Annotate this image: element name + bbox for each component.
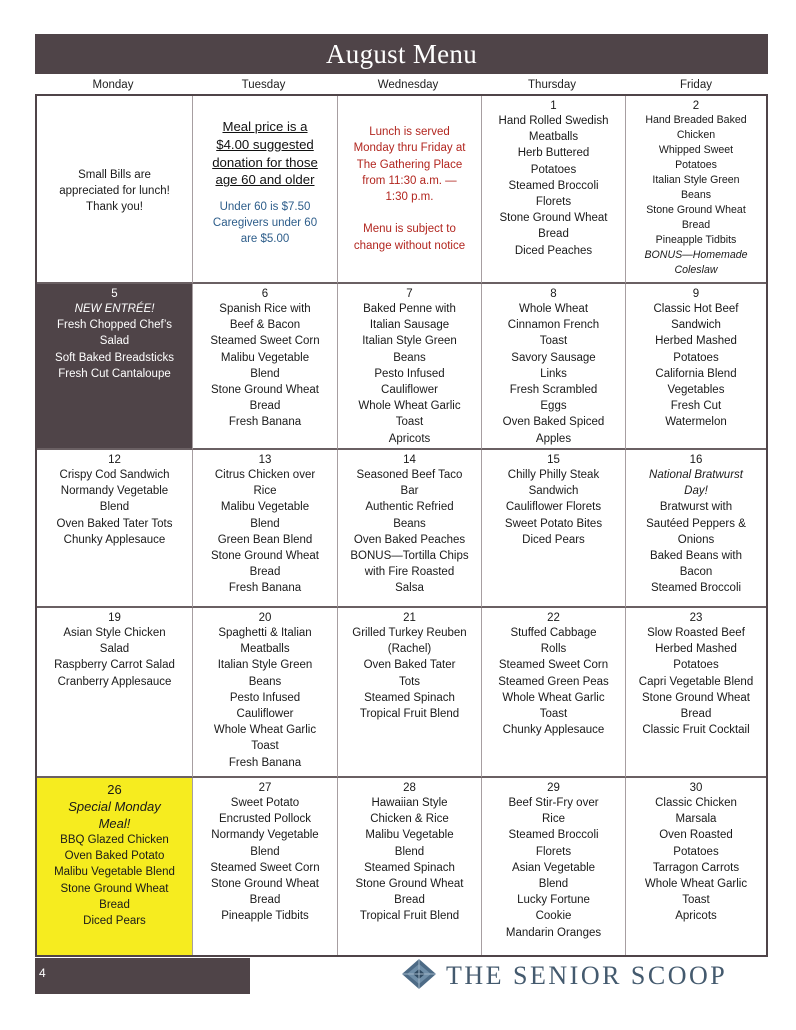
menu-line: Fresh Banana <box>228 756 302 769</box>
menu-line: Diced Pears <box>83 915 146 928</box>
menu-line: Malibu Vegetable <box>365 829 454 842</box>
menu-line: Citrus Chicken over <box>214 469 316 481</box>
date-number: 21 <box>403 612 416 624</box>
menu-line: Florets <box>535 845 572 858</box>
menu-line: Diced Peaches <box>514 244 593 257</box>
date-number: 7 <box>406 288 413 300</box>
day-cell-6 <box>193 284 338 450</box>
bonus-item <box>628 248 764 278</box>
day-cell-13 <box>193 450 338 608</box>
lunch-info-cell <box>338 96 482 284</box>
menu-calendar-grid <box>35 94 768 957</box>
menu-items <box>195 301 335 431</box>
menu-items <box>628 795 764 925</box>
menu-line: Hand Breaded Baked <box>645 114 747 126</box>
day-cell-29 <box>482 778 626 955</box>
menu-line: Apricots <box>388 432 431 445</box>
menu-line: Baked Penne with <box>363 303 456 315</box>
menu-line: Blend <box>250 367 280 380</box>
menu-line: appreciated for lunch! <box>59 184 170 197</box>
menu-line: National Bratwurst <box>649 469 743 481</box>
date-number: 28 <box>403 782 416 794</box>
menu-line: Grilled Turkey Reuben <box>352 627 467 639</box>
menu-items <box>39 467 190 548</box>
menu-line: Slow Roasted Beef <box>647 627 745 639</box>
menu-line: Rice <box>541 813 565 826</box>
menu-items <box>484 301 623 447</box>
menu-line: Stone Ground Wheat <box>646 204 746 216</box>
brand-name: THE SENIOR SCOOP <box>446 961 728 990</box>
menu-line: Cauliflower Florets <box>505 501 602 514</box>
menu-line: Malibu Vegetable <box>220 501 310 514</box>
menu-line: Stone Ground Wheat <box>210 384 320 397</box>
menu-line: Pesto Infused <box>229 691 301 704</box>
menu-line: Whipped Sweet <box>658 144 734 156</box>
menu-line: Links <box>540 367 567 380</box>
menu-line: Menu is subject to <box>363 223 456 236</box>
menu-line: Spaghetti & Italian <box>218 627 312 639</box>
menu-line: Meatballs <box>240 643 290 656</box>
menu-line: Chunky Applesauce <box>502 724 605 737</box>
menu-line: Chicken <box>676 129 716 141</box>
menu-line: Oven Baked Peaches <box>353 533 466 546</box>
menu-line: BBQ Glazed Chicken <box>60 834 169 846</box>
menu-line: Steamed Spinach <box>364 691 455 704</box>
menu-line: Encrusted Pollock <box>218 813 312 826</box>
menu-line: Salsa <box>395 582 424 595</box>
menu-line: Florets <box>535 196 572 209</box>
day-cell-7 <box>338 284 482 450</box>
menu-line: Beans <box>393 517 426 530</box>
menu-line: Toast <box>539 335 568 348</box>
day-cell-20 <box>193 608 338 778</box>
menu-line: Whole Wheat Garlic <box>358 400 461 413</box>
menu-line: Fresh Banana <box>228 416 302 429</box>
menu-line: donation for those <box>212 154 318 170</box>
menu-line: Potatoes <box>675 159 717 171</box>
menu-line: Green Bean Blend <box>217 533 313 546</box>
date-number: 9 <box>692 288 700 300</box>
menu-line: Monday thru Friday at <box>353 142 466 155</box>
menu-line: Steamed Sweet Corn <box>210 335 320 348</box>
menu-line: Lunch is served <box>369 126 450 138</box>
menu-items <box>628 113 764 248</box>
menu-items <box>340 301 479 447</box>
menu-line: Meal! <box>98 816 131 831</box>
menu-line: Normandy Vegetable <box>211 829 319 842</box>
menu-items <box>39 317 190 382</box>
menu-line: Bread <box>394 894 425 907</box>
menu-line: Tropical Fruit Blend <box>359 910 460 923</box>
menu-line: Steamed Broccoli <box>508 179 599 192</box>
menu-line: Pineapple Tidbits <box>655 234 737 246</box>
menu-line: Rolls <box>540 643 567 656</box>
date-number: 13 <box>258 454 272 466</box>
menu-line: Steamed Spinach <box>364 861 455 874</box>
menu-line: Whole Wheat Garlic <box>502 691 605 704</box>
menu-line: Baked Beans with <box>649 550 743 563</box>
page-number: 4 <box>35 958 250 994</box>
day-cell-14 <box>338 450 482 608</box>
menu-line: with Fire Roasted <box>364 566 455 579</box>
date-number: 30 <box>689 782 703 794</box>
menu-line: Bread <box>249 894 281 907</box>
menu-items <box>484 625 623 738</box>
menu-line: Small Bills are <box>78 168 151 181</box>
day-cell-19 <box>37 608 193 778</box>
menu-line: Blend <box>99 501 130 514</box>
date-number: 27 <box>258 782 272 794</box>
menu-line: Hawaiian Style <box>371 797 448 809</box>
menu-line: Blend <box>250 845 280 858</box>
menu-line: Meal price is a <box>222 119 308 134</box>
menu-line: Herb Buttered <box>517 147 590 160</box>
menu-line: Bread <box>681 219 711 231</box>
menu-line: Stuffed Cabbage <box>510 627 597 639</box>
menu-line: Beans <box>248 675 282 688</box>
menu-line: Fresh Cut Cantaloupe <box>58 367 171 380</box>
menu-line: Sandwich <box>671 319 721 332</box>
menu-items <box>484 795 623 941</box>
day-header-friday: Friday <box>680 79 712 91</box>
date-number: 23 <box>689 612 703 624</box>
menu-line: Seasoned Beef Taco <box>356 469 463 481</box>
day-header-tuesday: Tuesday <box>241 79 286 91</box>
special-meal-label <box>39 798 190 832</box>
menu-line: Beef Stir-Fry over <box>508 797 599 809</box>
day-cell-27 <box>193 778 338 955</box>
menu-line: Bar <box>400 485 419 498</box>
menu-line: Stone Ground Wheat <box>60 882 169 895</box>
menu-line: Bread <box>249 566 281 579</box>
menu-line: Fresh Chopped Chef’s <box>56 319 173 332</box>
day-cell-12 <box>37 450 193 608</box>
menu-line: change without notice <box>353 239 466 252</box>
menu-line: (Rachel) <box>387 643 432 656</box>
menu-line: are $5.00 <box>240 233 290 246</box>
menu-line: Classic Fruit Cocktail <box>642 724 750 737</box>
menu-line: age 60 and older <box>215 172 315 188</box>
menu-line: Lucky Fortune <box>517 894 590 907</box>
day-cell-26 <box>37 778 193 955</box>
menu-line: Steamed Green Peas <box>498 675 609 688</box>
menu-line: Salad <box>99 335 130 348</box>
menu-line: Stone Ground Wheat <box>641 691 751 704</box>
menu-line: Eggs <box>540 400 567 413</box>
meal-price-cell <box>193 96 338 284</box>
date-number: 1 <box>550 100 557 112</box>
menu-items <box>484 113 623 259</box>
date-number: 29 <box>547 782 560 794</box>
menu-line: Toast <box>682 894 710 907</box>
date-number: 22 <box>547 612 560 624</box>
menu-line: Malibu Vegetable <box>220 351 310 364</box>
menu-line: Oven Baked Potato <box>64 850 165 863</box>
day-cell-21 <box>338 608 482 778</box>
menu-line: Asian Style Chicken <box>63 627 166 639</box>
menu-line: Italian Style Green <box>217 659 313 672</box>
menu-line: Steamed Sweet Corn <box>498 659 609 672</box>
menu-line: Apricots <box>675 910 717 923</box>
menu-items <box>340 795 479 925</box>
day-cell-8 <box>482 284 626 450</box>
menu-line: Capri Vegetable Blend <box>638 675 754 688</box>
day-cell-23 <box>626 608 766 778</box>
menu-line: Fresh Cut <box>670 400 722 413</box>
day-cell-2 <box>626 96 766 284</box>
day-cell-22 <box>482 608 626 778</box>
menu-line: Spanish Rice with <box>219 303 311 315</box>
menu-line: Chilly Philly Steak <box>507 469 600 481</box>
menu-line: from 11:30 a.m. — <box>362 174 457 187</box>
menu-line: Chicken & Rice <box>370 813 449 826</box>
cell-lines <box>39 167 190 216</box>
menu-line: 1:30 p.m. <box>385 191 434 204</box>
date-number: 2 <box>692 100 700 112</box>
menu-line: Under 60 is $7.50 <box>219 201 311 214</box>
menu-line: Tropical Fruit Blend <box>359 708 460 721</box>
menu-line: Day! <box>684 485 708 498</box>
menu-line: Toast <box>251 740 279 753</box>
menu-line: Steamed Sweet Corn <box>210 861 320 874</box>
menu-line: Hand Rolled Swedish <box>498 115 609 127</box>
day-header-thursday: Thursday <box>528 79 576 91</box>
menu-items <box>195 795 335 925</box>
page-title: August Menu <box>35 34 768 74</box>
menu-line: Chunky Applesauce <box>63 533 166 546</box>
menu-line: BONUS—Tortilla Chips <box>350 550 469 563</box>
menu-line: Sautéed Peppers & <box>646 517 746 530</box>
menu-line: Whole Wheat <box>518 303 589 315</box>
lunch-hours-note <box>340 124 479 205</box>
menu-line: Marsala <box>675 813 717 826</box>
menu-line: Stone Ground Wheat <box>499 212 608 225</box>
menu-line: Bread <box>249 400 281 413</box>
menu-line: Malibu Vegetable Blend <box>54 866 175 879</box>
menu-line: Authentic Refried <box>365 501 454 514</box>
menu-line: Bratwurst with <box>659 501 733 514</box>
menu-line: Stone Ground Wheat <box>210 550 320 563</box>
date-number: 6 <box>261 288 269 300</box>
menu-line: Sandwich <box>528 485 579 498</box>
menu-line: Potatoes <box>673 845 719 858</box>
menu-line: Blend <box>394 845 425 858</box>
menu-line: Oven Baked Spiced <box>502 416 605 429</box>
menu-line: Sweet Potato <box>230 797 300 809</box>
menu-items <box>628 301 764 431</box>
menu-line: Meatballs <box>528 131 579 144</box>
menu-line: Bread <box>680 708 712 721</box>
menu-items <box>628 625 764 738</box>
menu-line: Italian Sausage <box>369 319 450 332</box>
menu-items <box>39 832 190 929</box>
date-number: 26 <box>107 782 122 797</box>
menu-items <box>340 467 479 597</box>
day-header-wednesday: Wednesday <box>377 79 439 91</box>
date-number: 19 <box>108 612 121 624</box>
menu-items <box>39 625 190 690</box>
date-number: 12 <box>108 454 121 466</box>
menu-line: Stone Ground Wheat <box>355 878 464 891</box>
note-cell <box>37 96 193 284</box>
menu-line: Special Monday <box>68 799 161 814</box>
menu-items <box>484 467 623 548</box>
day-cell-5 <box>37 284 193 450</box>
menu-line: Pineapple Tidbits <box>221 910 309 923</box>
menu-line: Coleslaw <box>674 264 718 276</box>
menu-line: BONUS—Homemade <box>644 249 748 261</box>
menu-line: Cookie <box>535 910 572 923</box>
menu-line: Bread <box>538 228 569 241</box>
menu-line: Watermelon <box>665 416 727 429</box>
menu-items <box>628 499 764 596</box>
date-number: 5 <box>111 288 118 300</box>
date-number: 20 <box>258 612 272 624</box>
menu-line: Steamed Broccoli <box>650 582 742 595</box>
menu-line: Whole Wheat Garlic <box>213 724 317 737</box>
menu-line: Fresh Banana <box>228 582 302 595</box>
menu-line: Rice <box>253 485 277 498</box>
day-cell-30 <box>626 778 766 955</box>
menu-line: Classic Hot Beef <box>653 303 739 315</box>
brand-logo <box>400 960 727 992</box>
menu-line: Toast <box>539 708 568 721</box>
menu-line: Sweet Potato Bites <box>504 517 603 530</box>
date-number: 15 <box>547 454 560 466</box>
menu-line: Blend <box>538 878 569 891</box>
menu-line: Beans <box>680 189 712 201</box>
menu-line: Italian Style Green <box>652 174 740 186</box>
menu-line: Onions <box>677 533 715 546</box>
menu-line: Classic Chicken <box>655 797 737 809</box>
diamond-logo-icon <box>400 958 438 995</box>
menu-line: Toast <box>395 416 424 429</box>
menu-line: Bread <box>99 898 130 911</box>
menu-line: Steamed Broccoli <box>508 829 599 842</box>
menu-line: Fresh Scrambled <box>509 384 598 397</box>
menu-line: Asian Vegetable <box>511 861 596 874</box>
day-cell-28 <box>338 778 482 955</box>
menu-line: Mandarin Oranges <box>505 926 602 939</box>
menu-line: Cauliflower <box>236 708 294 721</box>
menu-line: The Gathering Place <box>356 158 463 171</box>
date-number: 8 <box>550 288 557 300</box>
menu-line: Potatoes <box>530 163 577 176</box>
menu-line: Tarragon Carrots <box>652 861 740 874</box>
day-cell-15 <box>482 450 626 608</box>
menu-line: Pesto Infused <box>374 367 445 380</box>
day-cell-1 <box>482 96 626 284</box>
menu-line: Diced Pears <box>522 533 585 546</box>
menu-line: Salad <box>99 643 130 656</box>
date-number: 16 <box>689 454 703 466</box>
menu-line: Oven Baked Tater <box>363 659 456 672</box>
menu-line: Oven Baked Tater Tots <box>56 517 173 530</box>
date-number: 14 <box>403 454 416 466</box>
under-60-price-note <box>195 199 335 247</box>
menu-line: Whole Wheat Garlic <box>644 878 748 891</box>
menu-line: Potatoes <box>673 659 719 672</box>
meal-price-note <box>195 118 335 189</box>
menu-line: Beans <box>393 351 426 364</box>
menu-line: Caregivers under 60 <box>212 217 318 230</box>
menu-line: California Blend <box>655 367 737 380</box>
menu-line: Beef & Bacon <box>229 319 301 332</box>
menu-line: Soft Baked Breadsticks <box>55 351 174 364</box>
menu-line: Stone Ground Wheat <box>210 878 320 891</box>
menu-line: Italian Style Green <box>362 335 457 348</box>
menu-line: $4.00 suggested <box>216 136 314 152</box>
menu-line: Vegetables <box>667 384 725 397</box>
menu-line: Potatoes <box>673 351 719 364</box>
menu-items <box>195 467 335 597</box>
menu-line: Cranberry Applesauce <box>57 675 172 688</box>
menu-line: Herbed Mashed <box>655 643 737 656</box>
special-day-label <box>628 467 764 499</box>
menu-line: Bacon <box>679 566 713 579</box>
menu-line: Savory Sausage <box>511 351 596 364</box>
new-entree-label: NEW ENTRÉE! <box>74 303 155 315</box>
menu-line: Crispy Cod Sandwich <box>59 469 170 481</box>
menu-items <box>195 625 335 771</box>
menu-line: Normandy Vegetable <box>60 485 169 498</box>
menu-items <box>340 625 479 722</box>
menu-line: Cauliflower <box>381 384 438 397</box>
menu-line: Herbed Mashed <box>655 335 737 348</box>
menu-line: Raspberry Carrot Salad <box>54 659 175 672</box>
day-cell-9 <box>626 284 766 450</box>
menu-line: Cinnamon French <box>507 319 600 332</box>
menu-line: Tots <box>398 675 421 688</box>
day-cell-16 <box>626 450 766 608</box>
menu-line: Blend <box>250 517 280 530</box>
menu-line: Oven Roasted <box>659 829 733 842</box>
menu-change-note <box>340 221 479 253</box>
menu-line: Thank you! <box>86 201 143 214</box>
day-header-monday: Monday <box>92 79 134 91</box>
menu-line: Apples <box>535 432 572 445</box>
